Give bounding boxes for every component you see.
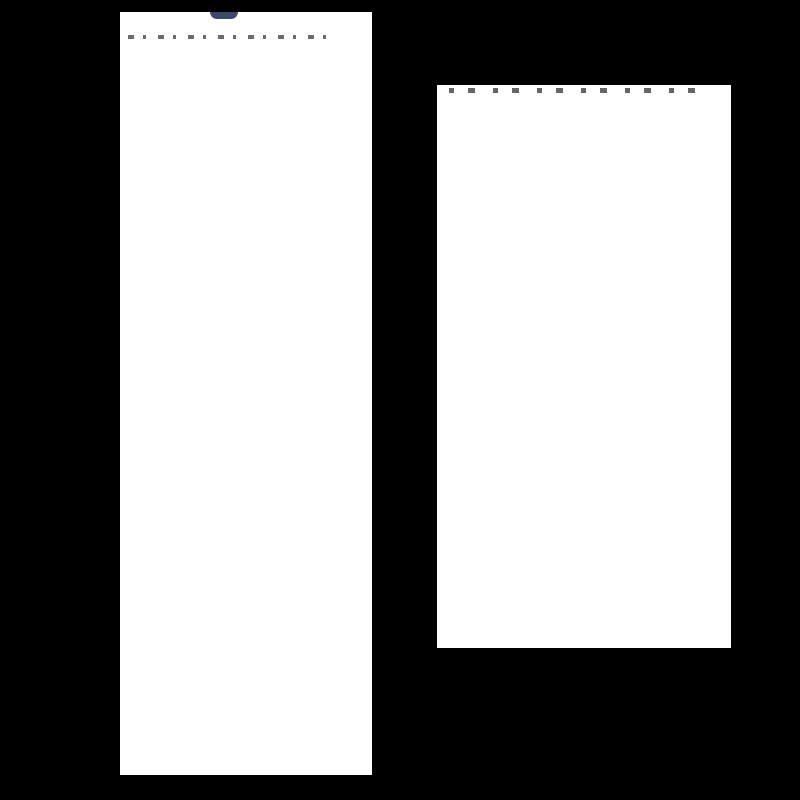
clipped-text-row-top [437,85,731,93]
photo-icon [175,12,187,15]
clipped-text-row [126,35,372,41]
screenshot-seam-divider [120,41,372,47]
avatar-circle-icon [340,12,360,20]
left-chat-screenshot [120,12,372,775]
search-icon [307,12,320,16]
right-chat-screenshot [437,85,731,648]
screenshot-toolbar [120,12,372,30]
emoji-pill-icon [210,12,238,19]
left-screenshot-body [120,30,372,47]
cut-letter-marks [128,35,330,39]
cut-letter-marks [449,88,702,93]
